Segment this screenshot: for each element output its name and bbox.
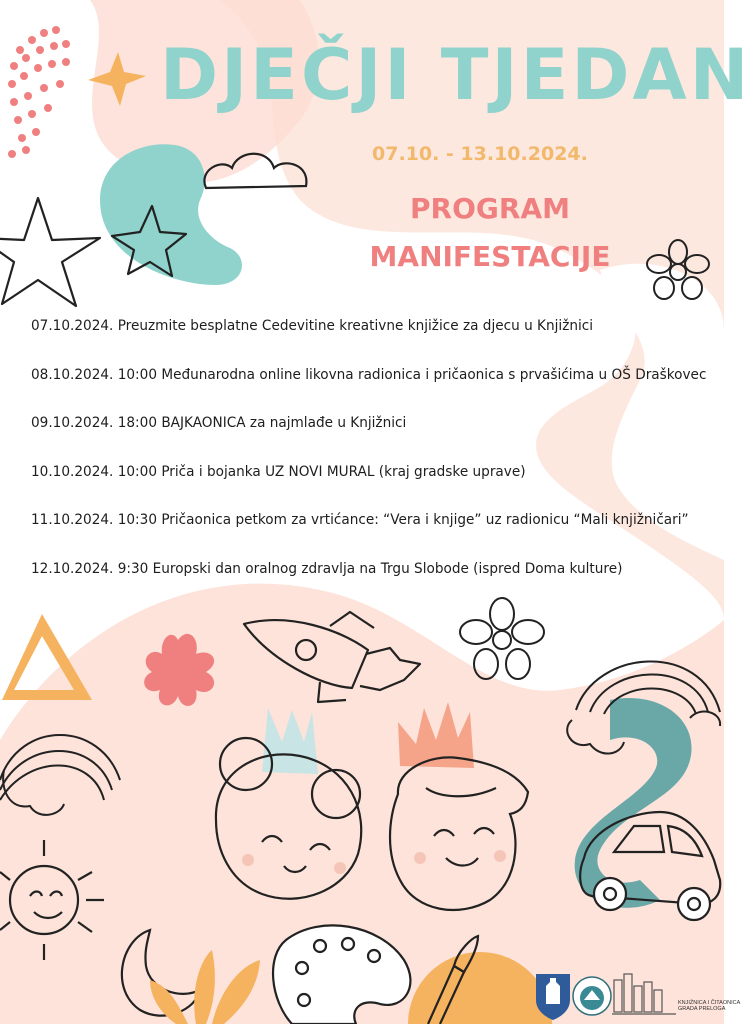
event-item: 09.10.2024. 18:00 BAJKAONICA za najmlađe u Knjižnici xyxy=(31,415,407,431)
event-list xyxy=(31,318,721,609)
event-item: 08.10.2024. 10:00 Međunarodna online likovna radionica i pričaonica s prvašićima u OŠ Draškovec xyxy=(31,366,707,383)
program-heading: PROGRAM xyxy=(410,192,570,225)
library-name-line2: GRADA PRELOGA xyxy=(678,1006,726,1012)
event-dates: 07.10. - 13.10.2024. xyxy=(372,143,588,165)
big-star-icon xyxy=(0,198,100,306)
event-item: 11.10.2024. 10:30 Pričaonica petkom za vrtićance: “Vera i knjige” uz radionicu “Mali knjižničari” xyxy=(31,512,689,528)
poster-title: DJEČJI TJEDAN xyxy=(160,34,751,116)
library-name xyxy=(678,1000,740,1012)
school-logo-icon xyxy=(573,977,611,1015)
manifestation-heading: MANIFESTACIJE xyxy=(369,240,611,273)
library-name-line1: KNJIŽNICA I ČITAONICA xyxy=(678,1000,741,1006)
event-item: 07.10.2024. Preuzmite besplatne Cedevitine kreativne knjižice za djecu u Knjižnici xyxy=(31,318,594,334)
event-item: 12.10.2024. 9:30 Europski dan oralnog zdravlja na Trgu Slobode (ispred Doma kulture) xyxy=(31,560,623,577)
event-item: 10.10.2024. 10:00 Priča i bojanka UZ NOVI MURAL (kraj gradske uprave) xyxy=(31,463,526,480)
dots-icon xyxy=(8,26,70,158)
